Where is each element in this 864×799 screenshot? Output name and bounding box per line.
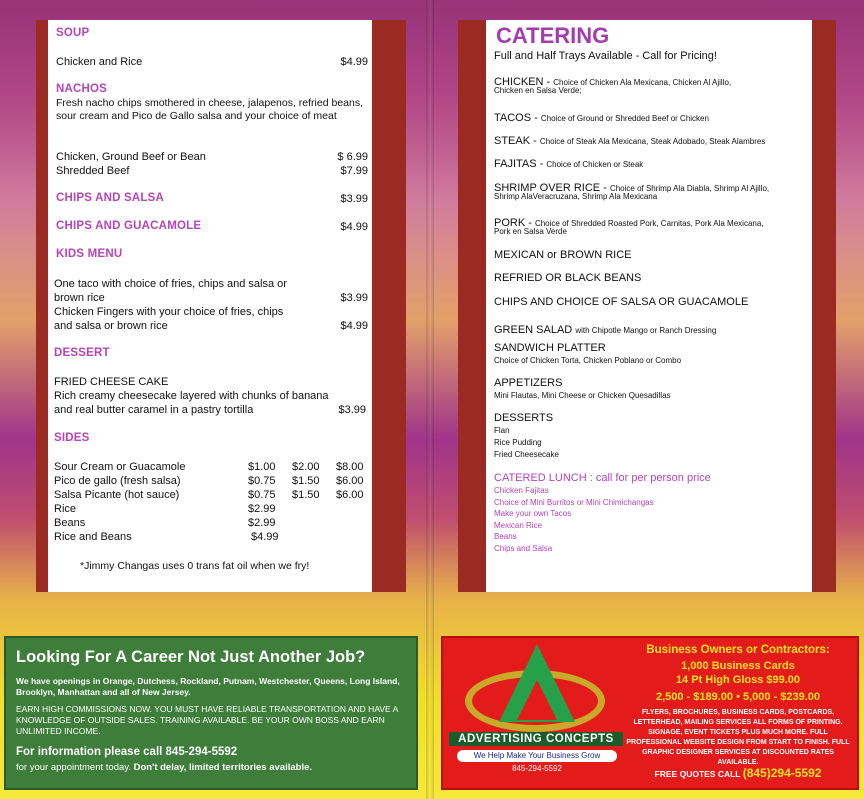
shrimp-desc: Choice of Shrimp Ala Diabla, Shrimp Al Ajillo,	[609, 184, 770, 193]
appetizers-desc: Mini Flautas, Mini Cheese or Chicken Quesadillas	[494, 391, 671, 400]
catering-subtitle: Full and Half Trays Available - Call for Pricing!	[494, 50, 717, 62]
chips-salsa-price: $3.99	[340, 193, 368, 205]
kids-item-1-line-1: One taco with choice of fries, chips and salsa or	[54, 278, 287, 290]
dessert-item: Fried Cheesecake	[494, 450, 559, 459]
soup-heading: SOUP	[56, 27, 90, 39]
sides-row-price-small: $4.99	[251, 531, 279, 543]
logo-phone: 845-294-5592	[512, 764, 562, 773]
salad-desc: with Chipotle Mango or Ranch Dressing	[575, 326, 717, 335]
soup-item: Chicken and Rice	[56, 56, 143, 68]
quotes-text: FREE QUOTES CALL	[654, 769, 743, 779]
steak-label: STEAK -	[494, 135, 540, 147]
adv-headline: Business Owners or Contractors:	[646, 644, 830, 656]
chips-guac-price: $4.99	[340, 221, 368, 233]
chicken-desc-2: Chicken en Salsa Verde;	[494, 86, 582, 95]
adv-services: FLYERS, BROCHURES, BUSINESS CARDS, POSTCARDS, LETTERHEAD, MAILING SERVICES ALL FORMS OF PRINTING. SIGNAGE, EVENT TICKETS PLUS MUCH MORE. FULL PROFESSIONAL WEBSITE DESIGN FROM START TO FINISH. FULL GRAPHIC DESIGNER SERVICES AT DISCOUNTED RATES AVAILABLE.	[626, 709, 850, 766]
sides-row-price-small: $2.99	[248, 503, 276, 515]
career-headline: Looking For A Career Not Just Another Job?	[16, 648, 366, 666]
dessert-desc-line-2: and real butter caramel in a pastry tortilla	[54, 404, 254, 416]
sides-row-name: Salsa Picante (hot sauce)	[54, 489, 180, 501]
nachos-description: Fresh nacho chips smothered in cheese, jalapenos, refried beans, sour cream and Pico de Gallo salsa and your choice of meat	[56, 97, 364, 122]
logo-name: ADVERTISING CONCEPTS	[449, 732, 623, 746]
chicken-desc: Choice of Chicken Ala Mexicana, Chicken Al Ajillo,	[553, 78, 732, 87]
kids-item-2-line-1: Chicken Fingers with your choice of fries, chips	[54, 306, 284, 318]
pork-desc-2: Pork en Salsa Verde	[494, 227, 567, 236]
sides-row-name: Pico de gallo (fresh salsa)	[54, 475, 181, 487]
fajitas-label: FAJITAS -	[494, 158, 547, 170]
nachos-item-1: Chicken, Ground Beef or Bean	[56, 151, 206, 163]
pork-label: PORK -	[494, 217, 535, 229]
tacos-desc: Choice of Ground or Shredded Beef or Chicken	[540, 114, 709, 123]
sides-row-price-small: $2.99	[248, 517, 276, 529]
lunch-item: Chicken Fajitas	[494, 486, 549, 495]
sides-heading: SIDES	[54, 432, 90, 444]
dessert-item: Flan	[494, 426, 510, 435]
lunch-item: Choice of Mini Burritos or Mini Chimichangas	[494, 498, 654, 507]
sides-row-price-medium: $2.00	[292, 461, 320, 473]
chicken-label: CHICKEN -	[494, 76, 554, 88]
catering-tacos	[494, 108, 709, 126]
nachos-heading: NACHOS	[56, 83, 108, 95]
catering-panel	[486, 20, 812, 592]
left-menu-panel	[48, 20, 372, 592]
sides-row-price-small: $1.00	[248, 461, 276, 473]
pork-desc: Choice of Shredded Roasted Pork, Carnitas, Pork Ala Mexicana,	[534, 219, 764, 228]
catering-salad	[494, 320, 716, 338]
dessert-name: FRIED CHEESE CAKE	[54, 376, 169, 388]
catering-desserts: DESSERTS	[494, 412, 554, 424]
adv-cards: 1,000 Business Cards	[681, 660, 795, 672]
logo-triangle-inner-icon	[517, 680, 557, 720]
sides-row-name: Beans	[54, 517, 86, 529]
steak-desc: Choice of Steak Ala Mexicana, Steak Adobado, Steak Alambres	[539, 137, 766, 146]
sides-row-price-large: $8.00	[336, 461, 364, 473]
nachos-item-2: Shredded Beef	[56, 165, 130, 177]
adv-quotes	[625, 766, 851, 780]
kids-item-1-price: $3.99	[340, 292, 368, 304]
sides-row-price-large: $6.00	[336, 475, 364, 487]
lunch-item: Chips and Salsa	[494, 544, 553, 553]
sides-row-price-small: $0.75	[248, 489, 276, 501]
nachos-price-2: $7.99	[340, 165, 368, 177]
salad-label: GREEN SALAD	[494, 324, 576, 336]
advertising-ad	[441, 636, 859, 790]
dessert-price: $3.99	[338, 404, 366, 416]
catered-lunch-heading: CATERED LUNCH : call for per person price	[494, 472, 711, 484]
catering-appetizers: APPETIZERS	[494, 377, 563, 389]
career-body: EARN HIGH COMMISSIONS NOW. YOU MUST HAVE RELIABLE TRANSPORTATION AND HAVE A KNOWLEDGE OF OUTSIDE SALES. TRAINING AVAILABLE. BE YOUR OWN BOSS AND EARN UNLIMITED INCOME.	[16, 704, 398, 736]
logo-tagline: We Help Make Your Business Grow	[457, 750, 617, 762]
catering-sandwich: SANDWICH PLATTER	[494, 342, 606, 354]
lunch-item: Make your own Tacos	[494, 509, 572, 518]
career-ad	[4, 636, 418, 790]
sides-row-name: Sour Cream or Guacamole	[54, 461, 186, 473]
kids-menu-heading: KIDS MENU	[56, 248, 123, 260]
dessert-desc-line-1: Rich creamy cheesecake layered with chunks of banana	[54, 390, 329, 402]
career-appointment	[16, 762, 312, 773]
sides-row-price-small: $0.75	[248, 475, 276, 487]
sides-row-name: Rice and Beans	[54, 531, 132, 543]
catering-rice: MEXICAN or BROWN RICE	[494, 249, 632, 261]
sides-row-price-medium: $1.50	[292, 475, 320, 487]
appointment-bold-text: Don't delay, limited territories available.	[130, 762, 313, 773]
tacos-label: TACOS -	[494, 112, 541, 124]
chips-guac-heading: CHIPS AND GUACAMOLE	[56, 220, 202, 232]
catering-fajitas	[494, 154, 643, 172]
soup-price: $4.99	[340, 56, 368, 68]
kids-item-2-line-2: and salsa or brown rice	[54, 320, 168, 332]
catering-chips: CHIPS AND CHOICE OF SALSA OR GUACAMOLE	[494, 296, 749, 308]
quotes-phone: (845)294-5592	[742, 766, 822, 780]
adv-gloss: 14 Pt High Gloss $99.00	[675, 674, 801, 686]
catering-beans: REFRIED OR BLACK BEANS	[494, 272, 642, 284]
sandwich-desc: Choice of Chicken Torta, Chicken Poblano or Combo	[494, 356, 682, 365]
career-openings: We have openings in Orange, Dutchess, Rockland, Putnam, Westchester, Queens, Long Island, Brooklyn, Manhattan and all of New Jersey.	[16, 676, 400, 697]
adv-bulk-pricing: 2,500 - $189.00 • 5,000 - $239.00	[655, 691, 821, 703]
fajitas-desc: Choice of Chicken or Steak	[546, 160, 644, 169]
dessert-heading: DESSERT	[54, 347, 110, 359]
shrimp-label: SHRIMP OVER RICE -	[494, 182, 610, 194]
page-fold	[426, 0, 434, 799]
career-info: For information please call 845-294-5592	[16, 746, 238, 758]
sides-row-price-large: $6.00	[336, 489, 364, 501]
shrimp-desc-2: Shrimp AlaVeracruzana, Shrimp Ala Mexicana	[494, 192, 658, 201]
sides-row-price-medium: $1.50	[292, 489, 320, 501]
catering-title: CATERING	[496, 23, 610, 48]
catering-steak	[494, 131, 765, 149]
sides-row-name: Rice	[54, 503, 77, 515]
appointment-text: for your appointment today.	[16, 762, 131, 773]
trans-fat-note: *Jimmy Changas uses 0 trans fat oil when we fry!	[80, 560, 310, 572]
lunch-item: Mexican Rice	[494, 521, 543, 530]
kids-item-2-price: $4.99	[340, 320, 368, 332]
kids-item-1-line-2: brown rice	[54, 292, 105, 304]
chips-salsa-heading: CHIPS AND SALSA	[56, 192, 164, 204]
dessert-item: Rice Pudding	[494, 438, 542, 447]
nachos-price-1: $ 6.99	[337, 151, 368, 163]
lunch-item: Beans	[494, 532, 517, 541]
